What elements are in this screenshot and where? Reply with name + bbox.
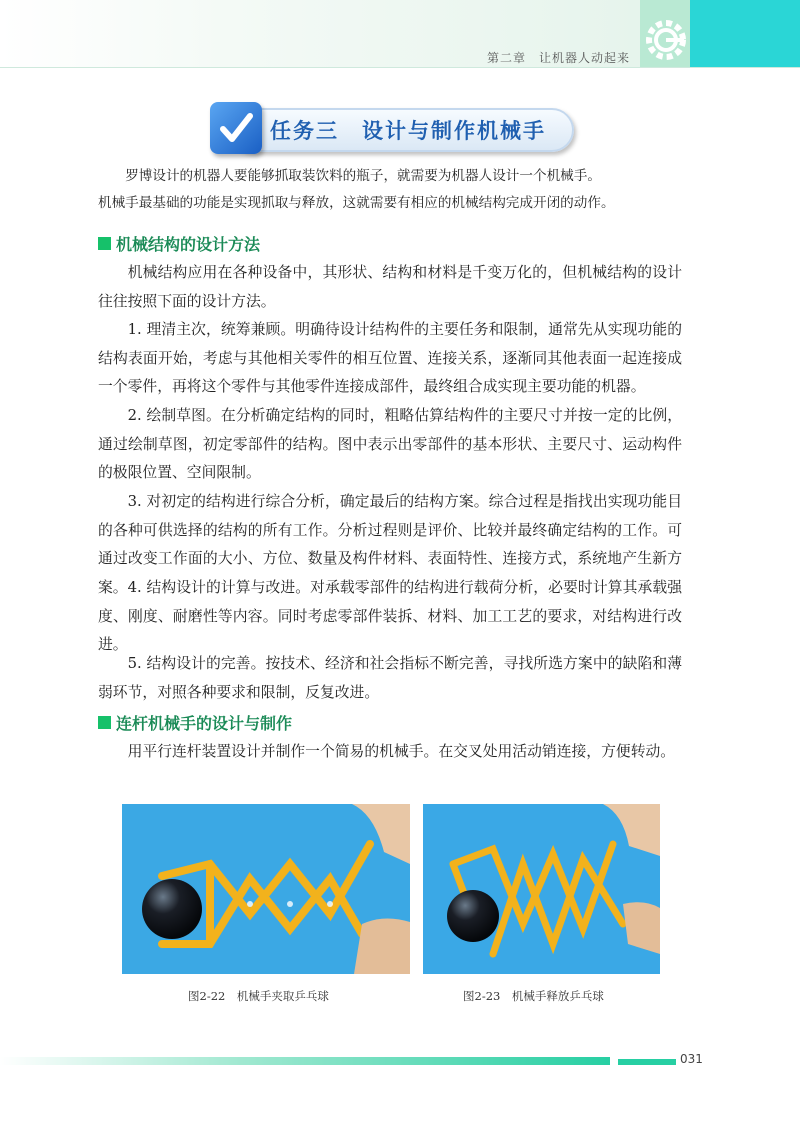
figure-caption-2-23: 图2-23 机械手释放乒乓球 bbox=[463, 989, 604, 1003]
page-number: 031 bbox=[680, 1052, 703, 1066]
paragraph-step-2: 2. 绘制草图。在分析确定结构的同时，粗略估算结构件的主要尺寸并按一定的比例，通过绘制草图，初定零部件的结构。图中表示出零部件的基本形状、主要尺寸、运动构件的极限位置、空间限制。 bbox=[98, 407, 682, 482]
paragraph-step-3: 3. 对初定的结构进行综合分析，确定最后的结构方案。综合过程是指找出实现功能目的各种可供选择的结构的所有工作。分析过程则是评价、比较并最终确定结构的工作。可通过改变工作面的大小、方位、数量及构件材料、表面特性、连接方式，系统地产生新方案。 bbox=[98, 493, 682, 596]
chapter-title: 第二章 让机器人动起来 bbox=[486, 51, 630, 65]
section-heading-text: 机械结构的设计方法 bbox=[116, 235, 261, 254]
gear-icon bbox=[640, 0, 692, 68]
figure-caption-2-22: 图2-22 机械手夹取乒乓球 bbox=[188, 989, 329, 1003]
header-accent-block bbox=[690, 0, 800, 68]
section-heading-text: 连杆机械手的设计与制作 bbox=[116, 714, 293, 733]
checkmark-icon bbox=[210, 102, 262, 154]
paragraph-linkage: 用平行连杆装置设计并制作一个简易的机械手。在交叉处用活动销连接，方便转动。 bbox=[127, 743, 676, 760]
header-divider bbox=[0, 67, 800, 68]
task-title: 任务三 设计与制作机械手 bbox=[270, 119, 546, 143]
paragraph-step-4: 4. 结构设计的计算与改进。对承载零部件的结构进行载荷分析，必要时计算其承载强度、刚度、耐磨性等内容。同时考虑零部件装拆、材料、加工工艺的要求，对结构进行改进。 bbox=[98, 579, 682, 654]
section-bullet-icon bbox=[98, 716, 111, 729]
intro-line-2: 机械手最基础的功能是实现抓取与释放，这就需要有相应的机械结构完成开闭的动作。 bbox=[98, 195, 615, 211]
section-heading-design-method bbox=[98, 232, 260, 255]
paragraph-intro: 机械结构应用在各种设备中，其形状、结构和材料是千变万化的，但机械结构的设计往往按照下面的设计方法。 bbox=[98, 264, 682, 310]
intro-line-1: 罗博设计的机器人要能够抓取装饮料的瓶子，就需要为机器人设计一个机械手。 bbox=[125, 168, 601, 184]
paragraph-step-1: 1. 理清主次，统筹兼顾。明确待设计结构件的主要任务和限制，通常先从实现功能的结构表面开始，考虑与其他相关零件的相互位置、连接关系，逐渐同其他表面一起连接成一个零件，再将这个零件与其他零件连接成部件，最终组合成实现主要功能的机器。 bbox=[98, 321, 682, 396]
task-title-banner bbox=[210, 102, 570, 154]
section-heading-linkage-hand bbox=[98, 711, 292, 734]
section-bullet-icon bbox=[98, 237, 111, 250]
paragraph-step-5: 5. 结构设计的完善。按技术、经济和社会指标不断完善，寻找所选方案中的缺陷和薄弱环节，对照各种要求和限制，反复改进。 bbox=[98, 655, 682, 701]
footer-band bbox=[0, 1057, 610, 1065]
footer-accent bbox=[618, 1059, 676, 1065]
photo-gripper-grasping-ball bbox=[122, 804, 410, 974]
photo-gripper-releasing-ball bbox=[423, 804, 660, 974]
